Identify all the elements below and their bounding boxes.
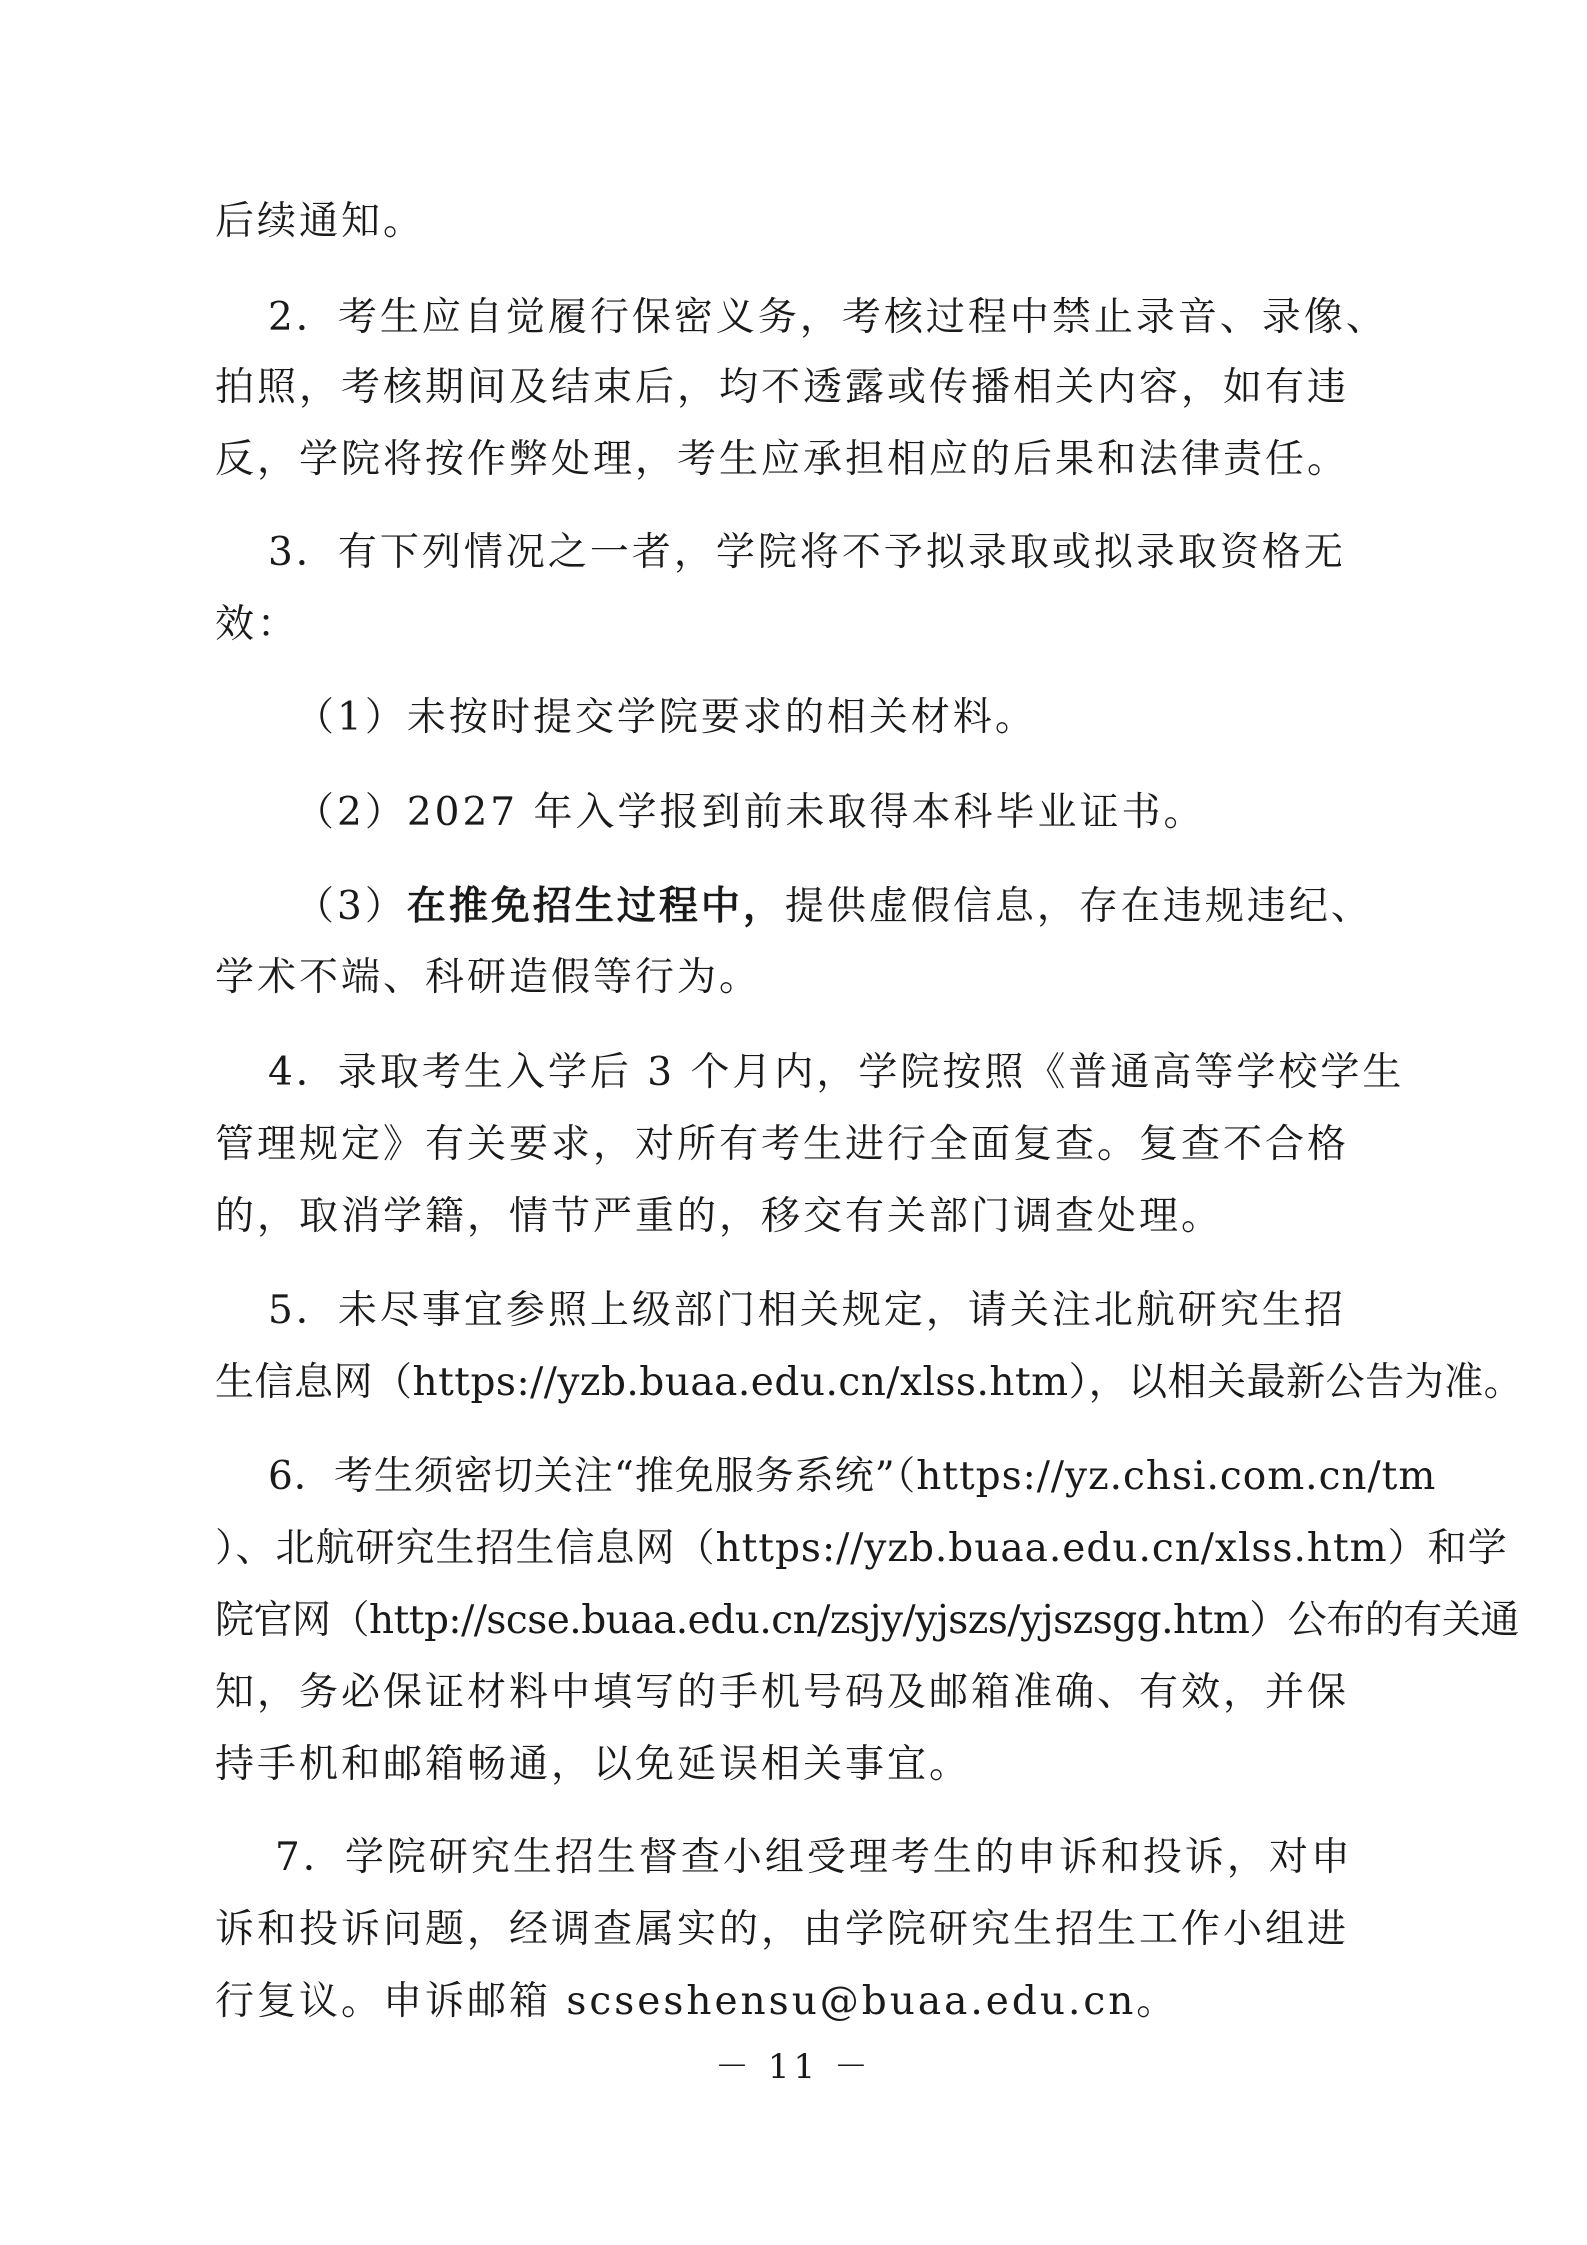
item-3-line-2: 学术不端、科研造假等行为。 — [215, 955, 762, 1000]
item-2: （2）2027 年入学报到前未取得本科毕业证书。 — [295, 790, 1206, 835]
item-3-bold-phrase: 在推免招生过程中， — [406, 883, 785, 929]
paragraph-6-line-3: 院官网（http://scse.buaa.edu.cn/zsjy/yjszs/yjszsgg.htm）公布的有关通 — [215, 1598, 1519, 1643]
paragraph-6-line-2: ）、北航研究生招生信息网（https://yzb.buaa.edu.cn/xlss.htm）和学 — [215, 1526, 1508, 1571]
paragraph-2-line-2: 拍照，考核期间及结束后，均不透露或传播相关内容，如有违 — [215, 365, 1350, 410]
item-3-number: （3） — [295, 884, 407, 929]
paragraph-4-line-3: 的，取消学籍，情节严重的，移交有关部门调查处理。 — [215, 1194, 1224, 1239]
paragraph-6-line-4: 知，务必保证材料中填写的手机号码及邮箱准确、有效，并保 — [215, 1670, 1350, 1715]
text-line: 后续通知。 — [215, 199, 426, 244]
paragraph-4-line-1: 4．录取考生入学后 3 个月内，学院按照《普通高等学校学生 — [268, 1050, 1405, 1095]
paragraph-2-line-3: 反，学院将按作弊处理，考生应承担相应的后果和法律责任。 — [215, 437, 1350, 482]
page-number: － 11 － — [715, 2047, 872, 2087]
item-3-line-1 — [295, 878, 1373, 934]
item-1: （1）未按时提交学院要求的相关材料。 — [295, 695, 1037, 740]
paragraph-7-line-1: 7．学院研究生招生督查小组受理考生的申诉和投诉，对申 — [275, 1835, 1353, 1880]
paragraph-7-line-2: 诉和投诉问题，经调查属实的，由学院研究生招生工作小组进 — [215, 1907, 1350, 1952]
paragraph-3-line-2: 效： — [215, 602, 300, 647]
paragraph-3-line-1: 3．有下列情况之一者，学院将不予拟录取或拟录取资格无 — [268, 530, 1346, 575]
paragraph-2-line-1: 2．考生应自觉履行保密义务，考核过程中禁止录音、录像、 — [268, 295, 1388, 340]
paragraph-5-line-1: 5．未尽事宜参照上级部门相关规定，请关注北航研究生招 — [268, 1288, 1346, 1333]
item-3-rest: 提供虚假信息，存在违规违纪、 — [784, 884, 1373, 929]
paragraph-4-line-2: 管理规定》有关要求，对所有考生进行全面复查。复查不合格 — [215, 1122, 1350, 1167]
paragraph-6-line-5: 持手机和邮箱畅通，以免延误相关事宜。 — [215, 1742, 972, 1787]
paragraph-6-line-1: 6．考生须密切关注“推免服务系统”（https://yz.chsi.com.cn/tm — [268, 1454, 1437, 1499]
paragraph-7-line-3: 行复议。申诉邮箱 scseshensu@buaa.edu.cn。 — [215, 1979, 1179, 2024]
paragraph-5-line-2: 生信息网（https://yzb.buaa.edu.cn/xlss.htm），以相关最新公告为准。 — [215, 1360, 1524, 1405]
